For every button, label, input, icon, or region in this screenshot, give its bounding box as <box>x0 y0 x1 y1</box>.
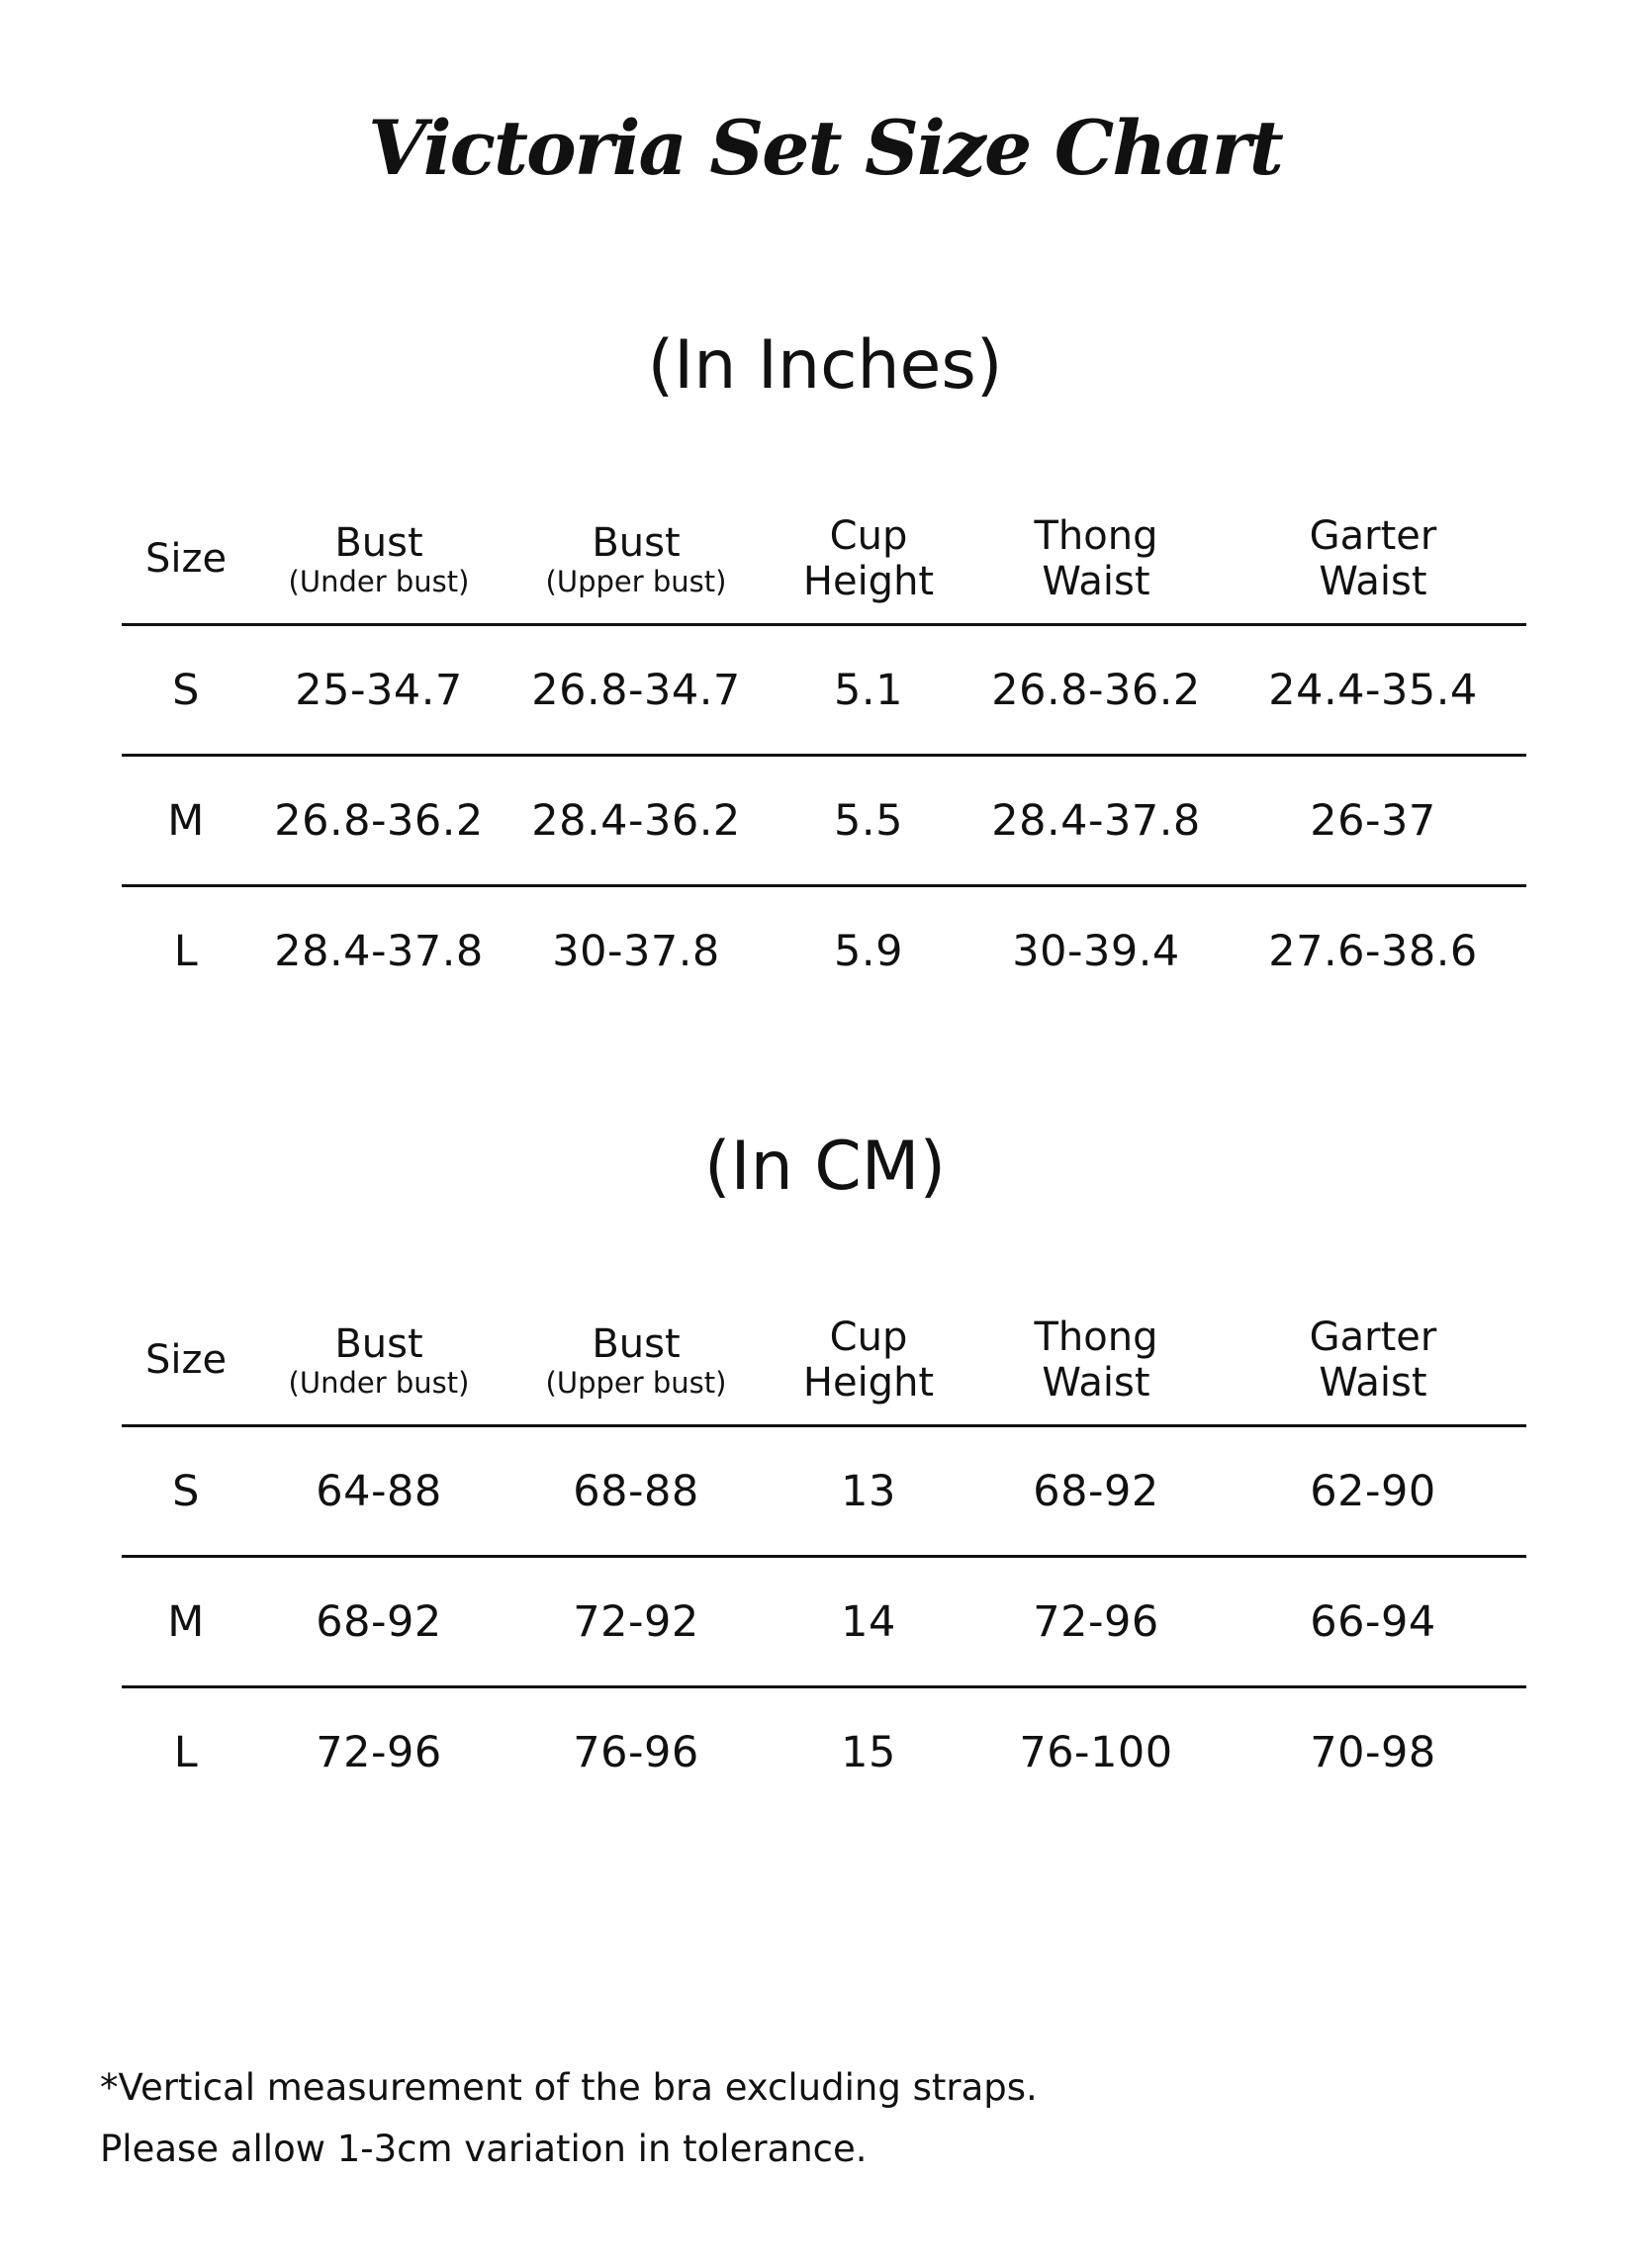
cell-size: S <box>172 665 200 715</box>
header-size <box>122 1296 250 1424</box>
header-under-bust <box>250 1296 507 1424</box>
header-sublabel: (Upper bust) <box>545 565 727 598</box>
cell-garter-waist: 70-98 <box>1310 1727 1436 1777</box>
cell-under-bust: 25-34.7 <box>295 665 463 715</box>
cell-cup-height: 5.9 <box>834 926 903 976</box>
cell-upper-bust: 30-37.8 <box>552 926 720 976</box>
cm-size-table <box>122 1296 1526 1816</box>
table-row <box>122 1427 1526 1558</box>
cell-cup-height: 5.5 <box>834 795 903 846</box>
cell-upper-bust: 28.4-36.2 <box>531 795 741 846</box>
table-row <box>122 626 1526 757</box>
cm-section-heading: (In CM) <box>704 1128 946 1206</box>
header-label: Cup Height <box>802 1315 935 1406</box>
table-header-row <box>122 1296 1526 1427</box>
cell-size: L <box>173 926 199 976</box>
inches-size-table <box>122 495 1526 1015</box>
footnotes <box>100 2057 1038 2180</box>
cell-garter-waist: 24.4-35.4 <box>1268 665 1478 715</box>
table-row <box>122 1558 1526 1688</box>
header-size <box>122 495 250 623</box>
header-label: Bust <box>592 1321 681 1367</box>
cell-size: S <box>172 1466 200 1516</box>
cell-size: L <box>173 1727 199 1777</box>
header-label: Size <box>144 536 228 582</box>
inches-section-heading: (In Inches) <box>647 326 1003 405</box>
cell-upper-bust: 76-96 <box>573 1727 699 1777</box>
cell-thong-waist: 68-92 <box>1033 1466 1159 1516</box>
cell-cup-height: 13 <box>841 1466 896 1516</box>
table-header-row <box>122 495 1526 626</box>
header-garter-waist <box>1220 495 1526 623</box>
cell-under-bust: 28.4-37.8 <box>274 926 484 976</box>
cell-cup-height: 14 <box>841 1596 896 1647</box>
table-row <box>122 887 1526 1015</box>
cell-cup-height: 15 <box>841 1727 896 1777</box>
cell-garter-waist: 27.6-38.6 <box>1268 926 1478 976</box>
cell-upper-bust: 72-92 <box>573 1596 699 1647</box>
header-label: Cup Height <box>802 513 935 604</box>
header-sublabel: (Under bust) <box>288 565 470 598</box>
header-cup-height <box>765 1296 972 1424</box>
header-cup-height <box>765 495 972 623</box>
cell-upper-bust: 68-88 <box>573 1466 699 1516</box>
footnote-cup-height: *Vertical measurement of the bra excluding straps. <box>100 2066 1038 2109</box>
cell-size: M <box>167 795 205 846</box>
table-row <box>122 1688 1526 1816</box>
cell-size: M <box>167 1596 205 1647</box>
cell-under-bust: 26.8-36.2 <box>274 795 484 846</box>
cell-thong-waist: 26.8-36.2 <box>991 665 1201 715</box>
header-upper-bust <box>507 495 765 623</box>
cell-thong-waist: 72-96 <box>1033 1596 1159 1647</box>
cell-garter-waist: 66-94 <box>1310 1596 1436 1647</box>
header-label: Thong Waist <box>1034 513 1158 604</box>
cell-cup-height: 5.1 <box>834 665 903 715</box>
cell-under-bust: 64-88 <box>316 1466 442 1516</box>
header-thong-waist <box>972 495 1220 623</box>
header-label: Bust <box>592 520 681 566</box>
header-label: Bust <box>334 520 423 566</box>
header-sublabel: (Upper bust) <box>545 1366 727 1400</box>
header-under-bust <box>250 495 507 623</box>
footnote-tolerance: Please allow 1-3cm variation in tolerance. <box>100 2128 868 2170</box>
cell-garter-waist: 62-90 <box>1310 1466 1436 1516</box>
cell-thong-waist: 28.4-37.8 <box>991 795 1201 846</box>
cell-garter-waist: 26-37 <box>1310 795 1436 846</box>
header-upper-bust <box>507 1296 765 1424</box>
header-label: Bust <box>334 1321 423 1367</box>
header-sublabel: (Under bust) <box>288 1366 470 1400</box>
cell-upper-bust: 26.8-34.7 <box>531 665 741 715</box>
table-row <box>122 757 1526 887</box>
header-label: Thong Waist <box>1034 1315 1158 1406</box>
header-garter-waist <box>1220 1296 1526 1424</box>
cell-thong-waist: 30-39.4 <box>1012 926 1180 976</box>
page-title: Victoria Set Size Chart <box>368 104 1282 192</box>
cell-thong-waist: 76-100 <box>1019 1727 1173 1777</box>
header-label: Size <box>144 1337 228 1383</box>
header-label: Garter Waist <box>1309 1315 1437 1406</box>
cell-under-bust: 68-92 <box>316 1596 442 1647</box>
header-thong-waist <box>972 1296 1220 1424</box>
cell-under-bust: 72-96 <box>316 1727 442 1777</box>
header-label: Garter Waist <box>1309 513 1437 604</box>
